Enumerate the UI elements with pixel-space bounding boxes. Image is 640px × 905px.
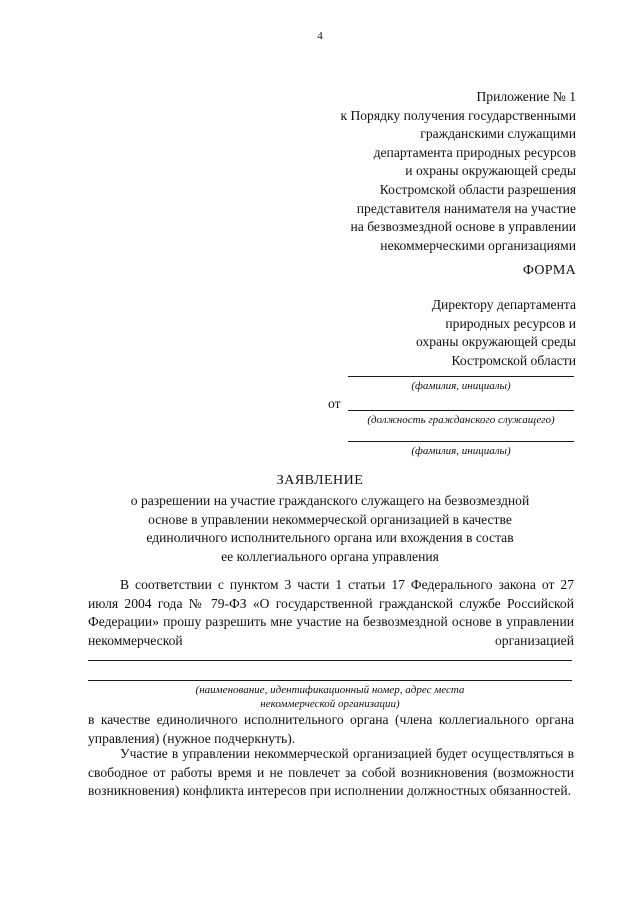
subtitle-line: о разрешении на участие гражданского служащего на безвозмездной bbox=[130, 493, 530, 508]
document-title: ЗАЯВЛЕНИЕ bbox=[276, 473, 364, 488]
appendix-line: Костромской области разрешения bbox=[379, 181, 576, 197]
paragraph-capacity: в качестве единоличного исполнительного органа (члена коллегиального органа управления) (нужное подчеркнуть). bbox=[88, 712, 574, 746]
appendix-line: департамента природных ресурсов bbox=[373, 144, 576, 160]
applicant-name-line[interactable] bbox=[348, 441, 574, 442]
subtitle-line: основе в управлении некоммерческой организацией в качестве bbox=[148, 511, 512, 527]
appendix-line: на безвозмездной основе в управлении bbox=[350, 219, 576, 235]
addressee-block bbox=[316, 296, 576, 370]
appendix-header bbox=[256, 88, 576, 255]
organization-caption bbox=[120, 683, 540, 711]
addressee-line: Директору департамента bbox=[431, 297, 576, 312]
applicant-name-caption: (фамилия, инициалы) bbox=[411, 445, 511, 457]
appendix-line: к Порядку получения государственными bbox=[340, 107, 576, 123]
applicant-position-caption: (должность гражданского служащего) bbox=[367, 414, 555, 426]
organization-line-1[interactable] bbox=[88, 660, 572, 661]
paragraph-request: В соответствии с пунктом 3 части 1 статьи 17 Федерального закона от 27 июля 2004 года № 79-ФЗ «О государственной гражданской службе Российской Федерации» прошу разрешить мне участие на безвозмездной основе в управлении некоммерческой организацией bbox=[88, 577, 574, 648]
director-name-caption: (фамилия, инициалы) bbox=[411, 380, 511, 392]
applicant-position-line[interactable] bbox=[348, 410, 574, 411]
form-label: ФОРМА bbox=[522, 263, 576, 278]
addressee-line: охраны окружающей среды bbox=[415, 334, 576, 350]
paragraph-conflict-statement: Участие в управлении некоммерческой организацией будет осуществляться в свободное от работы время и не повлечет за собой возникновения (возможности возникновения) конфликта интересов при исполнении должностных обязанностей. bbox=[88, 746, 574, 799]
organization-line-2[interactable] bbox=[88, 680, 572, 681]
appendix-line: некоммерческими организациями bbox=[380, 237, 576, 253]
appendix-line: гражданскими служащими bbox=[420, 126, 576, 142]
organization-caption-line: некоммерческой организации) bbox=[260, 698, 400, 710]
document-subtitle bbox=[100, 492, 560, 566]
addressee-line: Костромской области bbox=[451, 352, 576, 368]
addressee-line: природных ресурсов и bbox=[445, 315, 576, 331]
page-number: 4 bbox=[317, 30, 323, 42]
subtitle-line: единоличного исполнительного органа или вхождения в состав bbox=[146, 530, 514, 546]
appendix-line: и охраны окружающей среды bbox=[405, 163, 576, 179]
appendix-line: Приложение № 1 bbox=[476, 89, 576, 104]
appendix-line: представителя нанимателя на участие bbox=[356, 200, 576, 216]
director-name-line[interactable] bbox=[348, 376, 574, 377]
from-label: от bbox=[328, 396, 341, 411]
organization-caption-line: (наименование, идентификационный номер, адрес места bbox=[195, 684, 465, 696]
subtitle-line: ее коллегиального органа управления bbox=[221, 548, 439, 564]
